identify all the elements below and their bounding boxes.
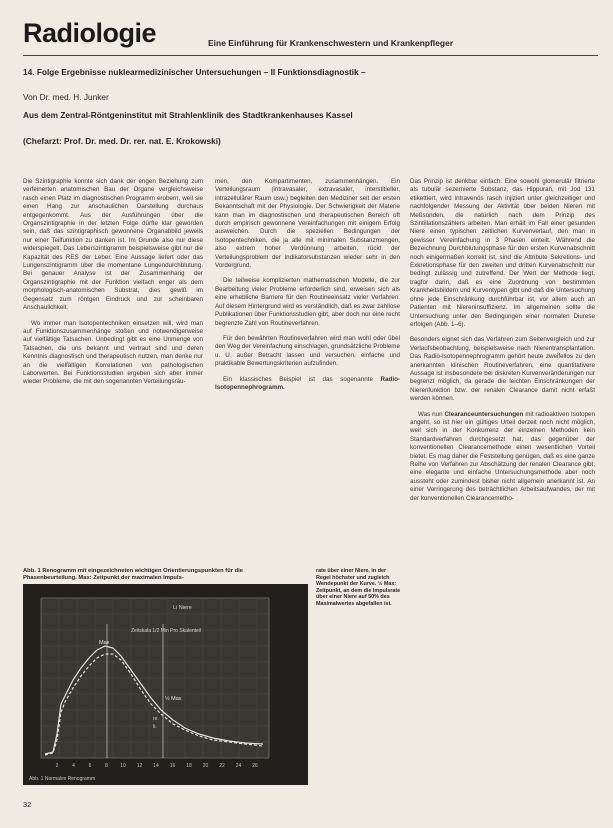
chief-line: (Chefarzt: Prof. Dr. med. Dr. rer. nat. E. Krokowski) [23, 136, 221, 146]
figure-side-caption: rate über einer Niere, in der Regel höchster und zugleich Wendepunkt der Kurve. ½ Max: Zeitpunkt, an dem die Impulsrate über einer Niere auf 50% des Maximalwertes abgefallen ist. [316, 568, 401, 607]
paragraph [410, 411, 595, 503]
x-tick-label: 6 [88, 763, 92, 769]
page-subtitle: Eine Einführung für Krankenschwestern und Krankenpfleger [208, 38, 454, 48]
paragraph: Für den bewährten Routineverfahren wird man wohl oder übel den Weg der Vereinfachung einschlagen, grundsätzliche Probleme u. U. außer Betracht lassen und versuchen, einfache und praktikable Bewertungskriterien aufzufinden. [215, 334, 400, 368]
figure-label-timescale: Zeitskala 1/2 Min Pro Skalenteil [131, 628, 202, 634]
term-radio-isotopennephrogramm: Radio-Isotopennephrogramm. [215, 375, 400, 391]
x-tick-label: 14 [153, 763, 159, 769]
author-line: Von Dr. med. H. Junker [23, 92, 109, 102]
paragraph [215, 376, 400, 393]
page-title: Radiologie [23, 18, 157, 48]
x-tick-label: 22 [219, 763, 225, 769]
figure-bottom-text: Abb. 1 Normales Renogramm [29, 776, 96, 782]
paragraph-text: Was nun [418, 410, 443, 418]
x-tick-label: 2 [55, 763, 59, 769]
term-clearanceuntersuchungen: Clearanceuntersuchungen [444, 410, 524, 418]
x-tick-label: 26 [252, 763, 258, 769]
figure-label-curve-b: li. [153, 724, 157, 730]
figure-label-max: Max [99, 640, 110, 646]
paragraph-text: mit radioaktiven Isotopen angeht, so ist hier ein gültiges Urteil derzeit noch nicht möglich, weil sich in der Konkurrenz der einzelnen Methoden kein Standardverfahren durchgesetzt hat, das gegenüber der konventionellen Clearancemethode einen wesentlichen Vorteil bietet. Es mag daher die Feststellung genügen, daß es eine ganze Reihe von Verfahren zur Abschätzung der renalen Clearance gibt, eine elegante und einfache Untersuchungsmethode aber noch aussteht oder zumindest bisher nicht allgemein anerkannt ist. An einer Verringerung des beträchtlichen Arbeitsaufwandes, der mit der konventionellen Clearancemetho- [410, 410, 595, 502]
paragraph: Die Szintigraphie konnte sich dank der engen Beziehung zum verfeinerten anatomischen Bau der Organe vergleichsweise rasch einen Platz im diagnostischen Programm erobern, weil sie einen Hang zur anschaulichen Darstellung durchaus entgegenkommt. Aus der Ausführungen über die Organszintigraphie in der letzten Folge dürfte klar geworden sein, daß das szintigraphisch gewonnene Organabbild jeweils nur einer Teilfunktion zu danken ist. Im Grunde also nur diese widerspiegelt. Das Leberszintigramm beispielsweise gibt nur die Kapazität des RES der Leber. Eine Aussage liefert oder das Lungenszintigramm über die momentane Lungendurchblutung. Bei genauer Analyse ist der Zusammenhang der Organszintigraphie mit der Funktion vielfach enger als dem morphologisch-anatomischen Substrat, dies gewiß im Gegensatz zum röntgen Eindruck und zur scheinbaren Anschaulichkeit. [23, 178, 203, 312]
figure-label-curve-a: re. [153, 716, 159, 722]
x-tick-label: 20 [202, 763, 209, 769]
paragraph: Das Prinzip ist denkbar einfach. Eine sowohl glomerulär filtrierte als tubulär sezernierte Substanz, das Hippurań, mit Jod 131 etikettiert, wird intravenös rasch injiziert unter gleichzeitiger und nachfolgender Messung der Aktivität über beiden Nieren mit Meßsonden, die natürlich nach dem Prinzip des Szintillationszählers arbeiten. Man erhält im Fall einer gesunden Niere einen typischen zeitlichen Kurvenverlauf, den man in gewisser Vereinfachung in 3 Phasen einteilt. Während die Bezeichnung Durchblutungsphase für den ersten Kurvenabschnitt noch einigermaßen korrekt ist, sind die Attribute Sekretions- und Exkretionsphase für den zweiten und dritten Kurvenabschnitt nur bedingt zulässig und zutreffend. Der Wert der Methode liegt, tragfor darin, daß es eine Zuordnung von bestimmten Krankheitsbildern und Kurventypen gibt und daß die Untersuchung ohne jede Einschränkung durchführbar ist, vor allem auch an Patienten mit Niereninsuffizienz. Im allgemeinen sollte die Untersuchung unter den Bedingungen einer normalen Diurese erfolgen (Abb. 1–6). [410, 178, 595, 328]
text-column-3 [410, 178, 595, 798]
paragraph: Besonders eignet sich das Verfahren zum Seitenvergleich und zur Verlaufsbeobachtung, beispielsweise nach Nierentransplantation. Das Radio-Isotopennephrogramm gehört heute zweifellos zu den anerkannten klinischen Routineverfahren, eine quantitativere Aussage ist insbesondere bei diskreten Kurvenveränderungen nur begrenzt möglich, da gerade die leichten Einschränkungen der Nierenfunktion bzw. der renalen Clearance damit nicht erfaßt werden können. [410, 336, 595, 403]
renogram-figure [23, 584, 308, 785]
text-column-1 [23, 178, 203, 560]
text-column-2 [215, 178, 400, 572]
paragraph: men, den Kompartimenten, zusammenhängen. Ein Verteilungsraum (intravasaler, extravasaler, interstitieller, intrazellulärer Raum usw.) begleiten den Mediziner seit der ersten Bekanntschaft mit der Physiologie. Der Schwierigkeit der Materie kann man im diagnostischen und therapeutischen Bereich oft durch empirisch gewonnene Vereinfachungen mit einigem Erfolg ausweichen. Durch die speziellen Bedingungen der Isotopentechniken, die ja alle mit minimalen Substanzmengen, also extrem hoher Verdünnung arbeiten, rückt der Verteilungsproblem der Indikatorsubstanzen wieder sehr in den Vordergrund. [215, 178, 400, 270]
x-tick-label: 12 [136, 763, 143, 769]
paragraph-text: Ein klassisches Beispiel ist das sogenannte [223, 375, 373, 383]
paragraph: Die teilweise komplizierten mathematischen Modelle, die zur Bearbeitung vieler Probleme erforderlich sind, erweisen sich als eine erhebliche Barriere für den Routineeinsatz vieler Verfahren. Auf diesem Hintergrund wird es verständlich, daß es zwar zahllose Publikationen über Funktionsstudien gibt, aber doch nur eine recht begrenzte Zahl von Routineverfahren. [215, 277, 400, 327]
figure-caption: Abb. 1 Renogramm mit eingezeichneten wichtigen Orientierungspunkten für die Phasenbeurteilung. Max: Zeitpunkt der maximalen Impuls- [23, 568, 243, 582]
x-tick-label: 18 [186, 763, 192, 769]
x-tick-label: 8 [105, 763, 108, 769]
paragraph: Wo immer man Isotopentechniken einsetzen will, wird man auf Funktionszusammenhänge stoßen und notwendigerweise auf vielfältige Tatsachen. Unbedingt gibt es eine Unmenge von Tatsachen, die uns bekannt und vertraut sind und deren Kenntnis diagnostisch und therapeutisch nutzen, man denke nur an die vielfältigen Korrelationen von pathologischen Laborwerten. Bei Funktionsstudien ergeben sich aber immer wieder Probleme, die mit den sogenannten Verteilungsräu- [23, 319, 203, 386]
renogram-graph [23, 584, 308, 785]
figure-label-half-max: ½ Max [165, 696, 182, 702]
x-tick-label: 24 [235, 763, 242, 769]
x-tick-label: 10 [120, 763, 126, 769]
institute-line: Aus dem Zentral-Röntgeninstitut mit Strahlenklinik des Stadtkrankenhauses Kassel [23, 110, 353, 120]
x-tick-label: 4 [72, 763, 75, 769]
title-divider [23, 55, 598, 56]
series-heading: 14. Folge Ergebnisse nuklearmedizinischer Untersuchungen – II Funktionsdiagnostik – [23, 67, 366, 77]
figure-label-top: Li Niere [173, 605, 192, 611]
x-tick-label: 16 [169, 763, 176, 769]
page-number: 32 [23, 800, 32, 809]
